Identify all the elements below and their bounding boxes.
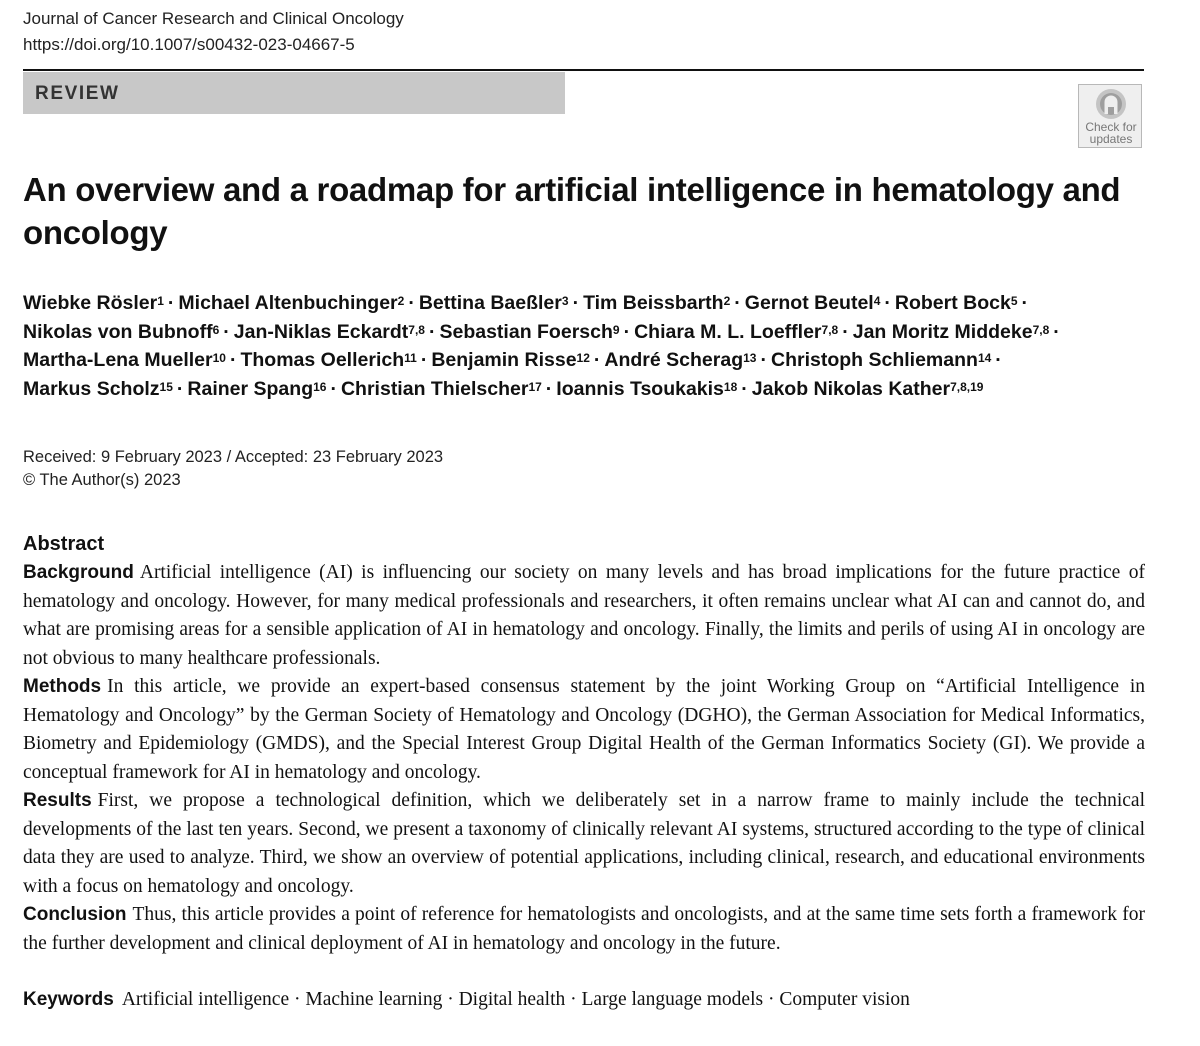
abstract-conclusion-text: Thus, this article provides a point of reference for hematologists and oncologists, and at the same time sets forth a framework for the further development and clinical deployment of AI in hematology and oncology in the future.: [23, 904, 1145, 954]
author-name[interactable]: Jakob Nikolas Kather: [751, 377, 951, 400]
author-name[interactable]: Gernot Beutel: [744, 292, 874, 314]
author-name[interactable]: Wiebke Rösler: [23, 292, 158, 314]
abstract-background-label: Background: [23, 562, 134, 583]
abstract-conclusion: [23, 901, 1145, 958]
article-type-band: [23, 72, 565, 114]
abstract-results-text: First, we propose a technological definition, which we deliberately set in a narrow frame to mainly include the technical developments of the last ten years. Second, we present a taxonomy of clinically relevant AI systems, structured according to the type of clinical data they are used to analyze. Third, we show an overview of potential applications, including clinical, research, and educational environments with a focus on hematology and oncology.: [23, 790, 1145, 897]
author-name[interactable]: Nikolas von Bubnoff: [23, 320, 213, 343]
abstract-results: [23, 787, 1145, 901]
author-affiliation: 7,8: [408, 322, 425, 337]
author-name[interactable]: André Scherag: [604, 349, 744, 371]
author-affiliation: 5: [1010, 294, 1018, 308]
abstract-background-text: Artificial intelligence (AI) is influencing our society on many levels and has broad implications for the future practice of hematology and oncology. However, for many medical professionals and researchers, it often remains unclear what AI can and cannot do, and what are promising areas for a sensible application of AI in hematology and oncology. Finally, the limits and perils of using AI in oncology are not obvious to many healthcare professionals.: [23, 562, 1145, 669]
article-title: An overview and a roadmap for artificial intelligence in hematology and oncology: [23, 171, 1121, 251]
author-name[interactable]: Thomas Oellerich: [240, 349, 405, 371]
check-for-updates-label: Check for updates: [1085, 120, 1137, 146]
author-separator: ·: [884, 292, 891, 314]
author-separator: ·: [330, 377, 337, 400]
author-affiliation: 7,8: [821, 322, 839, 337]
author-affiliation: 6: [212, 322, 220, 337]
keywords-text: Artificial intelligence · Machine learning · Digital health · Large language models · Computer vision: [121, 989, 910, 1010]
abstract-results-label: Results: [23, 790, 92, 811]
author-affiliation: 13: [743, 351, 757, 365]
author-affiliation: 18: [723, 379, 738, 394]
author-list: [23, 289, 1148, 403]
author-separator: ·: [741, 377, 748, 400]
author-name[interactable]: Benjamin Risse: [431, 349, 577, 371]
keywords-label: Keywords: [23, 989, 114, 1010]
author-name[interactable]: Michael Altenbuchinger: [178, 292, 398, 314]
copyright-notice: © The Author(s) 2023: [23, 471, 181, 489]
author-name[interactable]: Chiara M. L. Loeffler: [634, 320, 822, 343]
author-separator: ·: [428, 320, 436, 343]
author-affiliation: 14: [977, 351, 992, 365]
author-name[interactable]: Bettina Baeßler: [418, 292, 562, 314]
author-separator: ·: [420, 349, 428, 371]
author-separator: ·: [760, 349, 767, 371]
abstract-methods: [23, 673, 1145, 787]
author-separator: ·: [229, 349, 237, 371]
publication-dates: [23, 446, 443, 492]
author-affiliation: 3: [561, 294, 569, 308]
author-affiliation: 11: [404, 351, 417, 365]
author-separator: ·: [593, 349, 601, 371]
author-separator: ·: [572, 292, 580, 314]
author-name[interactable]: Tim Beissbarth: [583, 292, 724, 314]
header-rule: [23, 69, 1144, 71]
author-name[interactable]: Ioannis Tsoukakis: [556, 377, 724, 400]
abstract-heading: Abstract: [23, 533, 105, 555]
author-line: [23, 375, 1148, 404]
keywords-section: [23, 986, 1145, 1015]
author-affiliation: 1: [157, 294, 164, 308]
abstract-methods-text: In this article, we provide an expert-based consensus statement by the joint Working Group on “Artificial Intelligence in Hematology and Oncology” by the German Society of Hematology and Oncology (DGHO), the German Association for Medical Informatics, Biometry and Epidemiology (GMDS), and the Special Interest Group Digital Health of the German Informatics Society (GI). We provide a conceptual framework for AI in hematology and oncology.: [23, 676, 1145, 783]
author-line: [23, 346, 1148, 375]
author-name[interactable]: Jan Moritz Middeke: [852, 320, 1033, 343]
check-for-updates-icon: [1095, 88, 1127, 120]
author-name[interactable]: Rainer Spang: [187, 377, 314, 400]
author-name[interactable]: Christian Thielscher: [340, 377, 529, 400]
author-name[interactable]: Sebastian Foersch: [439, 320, 613, 343]
article-type-label: REVIEW: [35, 83, 120, 104]
author-separator: ·: [623, 320, 631, 343]
check-for-updates-button[interactable]: [1078, 84, 1142, 148]
author-affiliation: 9: [612, 322, 620, 337]
author-affiliation: 12: [576, 351, 590, 365]
journal-name: Journal of Cancer Research and Clinical Oncology: [23, 9, 404, 28]
doi-link[interactable]: https://doi.org/10.1007/s00432-023-04667-5: [23, 35, 355, 54]
author-affiliation: 10: [212, 351, 226, 365]
author-separator: ·: [167, 292, 175, 314]
author-separator: ·: [176, 377, 184, 400]
author-affiliation: 4: [873, 294, 881, 308]
author-affiliation: 2: [723, 294, 731, 308]
author-affiliation: 15: [159, 379, 173, 394]
abstract-background: [23, 559, 1145, 673]
author-separator: ·: [1021, 292, 1029, 314]
author-line: [23, 289, 1148, 318]
author-affiliation: 7,8,19: [950, 379, 984, 394]
received-accepted-dates: Received: 9 February 2023 / Accepted: 23 February 2023: [23, 448, 444, 466]
author-line: [23, 318, 1148, 347]
author-separator: ·: [842, 320, 849, 343]
author-affiliation: 2: [397, 294, 405, 308]
abstract-conclusion-label: Conclusion: [23, 904, 127, 925]
abstract-methods-label: Methods: [23, 676, 102, 697]
author-separator: ·: [545, 377, 553, 400]
author-separator: ·: [995, 349, 1002, 371]
author-name[interactable]: Martha-Lena Mueller: [23, 349, 213, 371]
author-name[interactable]: Markus Scholz: [23, 377, 160, 400]
abstract-section: [23, 530, 1145, 958]
author-affiliation: 16: [313, 379, 327, 394]
author-separator: ·: [734, 292, 741, 314]
author-separator: ·: [223, 320, 230, 343]
author-affiliation: 17: [528, 379, 542, 394]
author-name[interactable]: Jan-Niklas Eckardt: [233, 320, 409, 343]
author-name[interactable]: Christoph Schliemann: [770, 349, 978, 371]
author-separator: ·: [1053, 320, 1060, 343]
author-separator: ·: [408, 292, 415, 314]
author-name[interactable]: Robert Bock: [894, 292, 1011, 314]
author-affiliation: 7,8: [1032, 322, 1050, 337]
